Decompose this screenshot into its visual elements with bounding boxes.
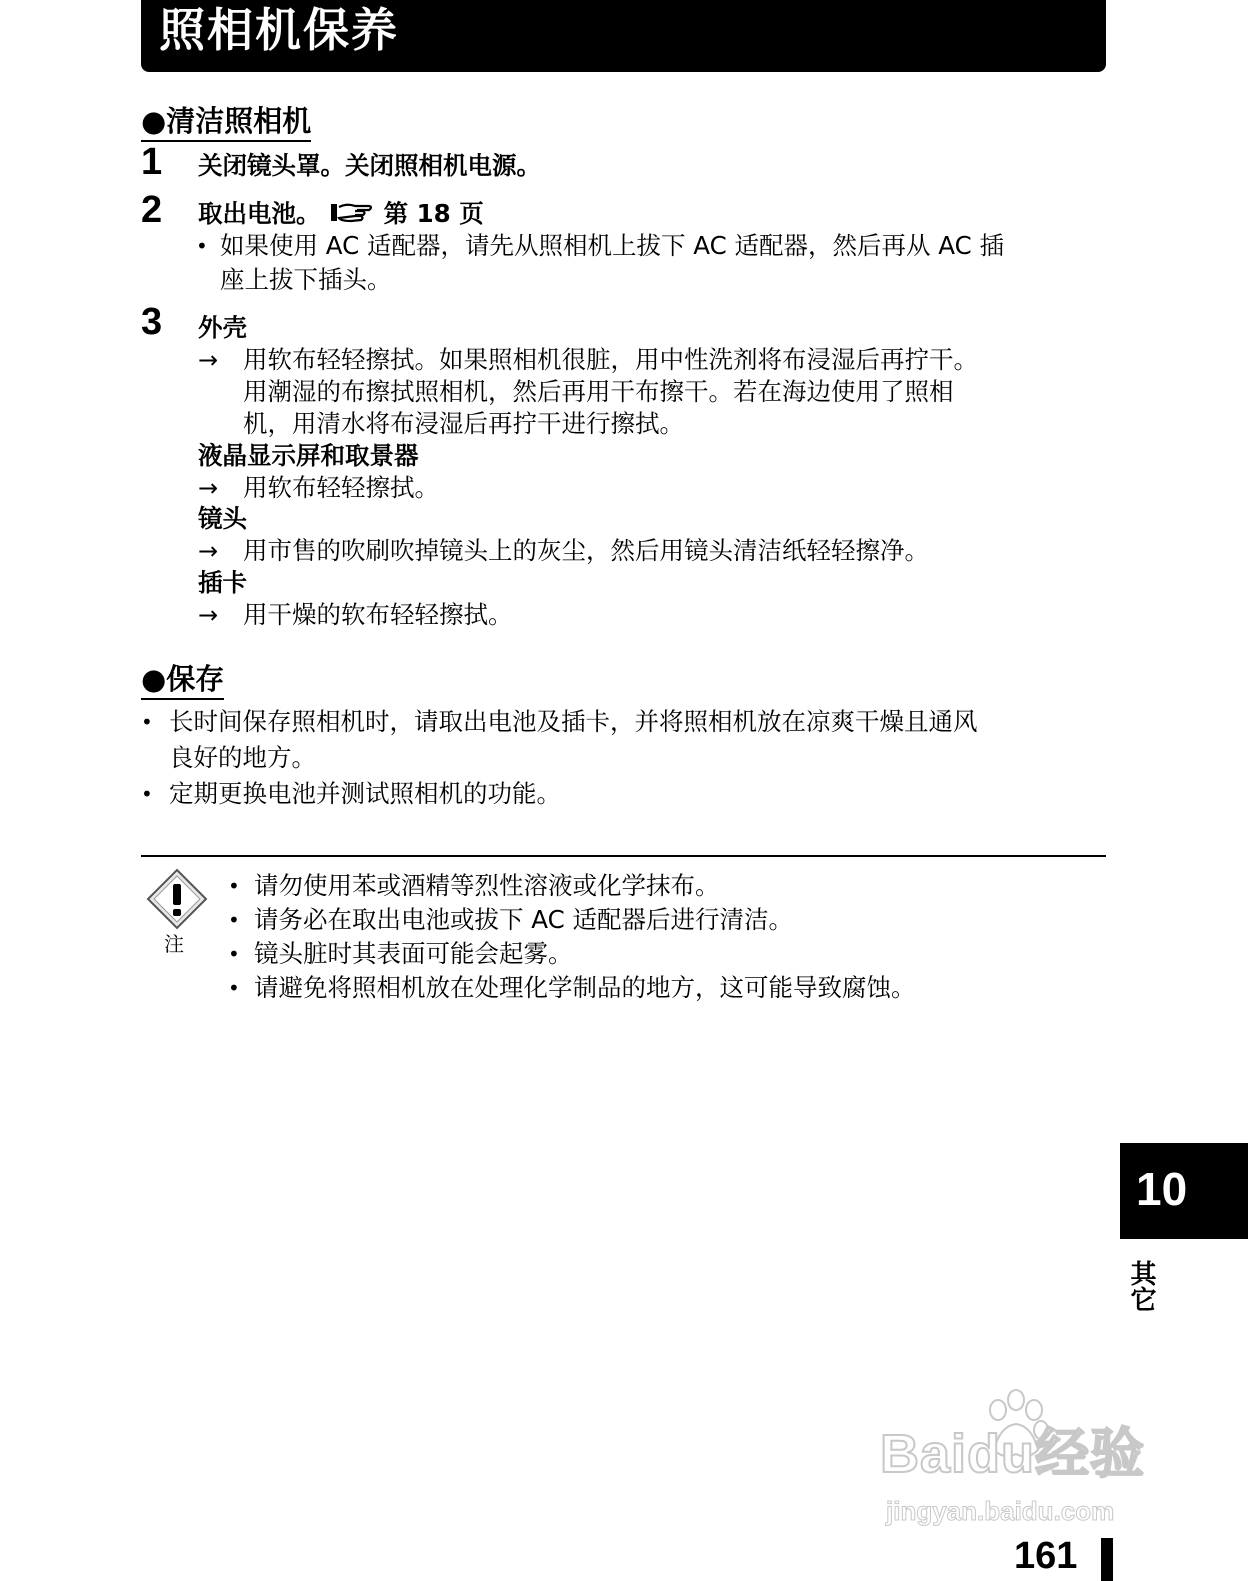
note-item: 请勿使用苯或酒精等烈性溶液或化学抹布。 [254,871,720,900]
step-2-reference: 第 18 页 [383,199,484,228]
storage-item-2: 定期更换电池并测试照相机的功能。 [169,779,561,808]
bullet-dot: • [228,976,240,1000]
storage-item-1-line-1: 长时间保存照相机时，请取出电池及插卡，并将照相机放在凉爽干燥且通风 [169,707,978,736]
page-reference-hand-icon [329,201,375,225]
shell-text-line-2: 用潮湿的布擦拭照相机，然后再用干布擦干。若在海边使用了照相 [243,377,954,406]
step-2-bullet-line-1: 如果使用 AC 适配器，请先从照相机上拔下 AC 适配器，然后再从 AC 插 [220,231,1005,260]
step-number-3: 3 [141,301,163,343]
step-2-text: 取出电池。 [198,199,321,228]
arrow-right-icon: → [198,537,219,565]
title-bar [141,0,1106,72]
page-edge-mark [1101,1538,1113,1581]
caution-icon [146,868,208,930]
shell-text-line-3: 机，用清水将布浸湿后再拧干进行擦拭。 [243,409,684,438]
step-2-line [198,198,484,230]
page-number: 161 [1014,1535,1078,1577]
bullet-dot: • [228,908,240,932]
chapter-tab [1120,1143,1248,1239]
note-item: 请避免将照相机放在处理化学制品的地方，这可能导致腐蚀。 [254,973,916,1002]
arrow-right-icon: → [198,601,219,629]
card-title: 插卡 [198,568,247,597]
arrow-right-icon: → [198,346,219,374]
chapter-label: 其它 [1126,1260,1156,1312]
shell-text-line-1: 用软布轻轻擦拭。如果照相机很脏，用中性洗剂将布浸湿后再拧干。 [243,345,978,374]
storage-item-1-line-2: 良好的地方。 [169,743,316,772]
section-divider [141,855,1106,857]
lens-text: 用市售的吹刷吹掉镜头上的灰尘，然后用镜头清洁纸轻轻擦净。 [243,536,929,565]
step-1-text: 关闭镜头罩。关闭照相机电源。 [198,151,541,180]
step-2-bullet-line-2: 座上拔下插头。 [220,265,392,294]
step-number-1: 1 [141,141,163,183]
note-item: 请务必在取出电池或拔下 AC 适配器后进行清洁。 [254,905,794,934]
watermark-url: jingyan.baidu.com [886,1496,1115,1526]
note-item: 镜头脏时其表面可能会起雾。 [254,939,573,968]
bullet-dot: • [228,874,240,898]
shell-title: 外壳 [198,313,247,342]
lcd-title: 液晶显示屏和取景器 [198,441,419,470]
lcd-text: 用软布轻轻擦拭。 [243,473,439,502]
bullet-dot: • [141,782,153,806]
watermark-logo: Baidu经验 [880,1424,1146,1484]
step-number-2: 2 [141,189,163,231]
card-text: 用干燥的软布轻轻擦拭。 [243,600,513,629]
page-title: 照相机保养 [159,3,399,57]
section-heading-storage: ●保存 [141,662,224,700]
lens-title: 镜头 [198,504,247,533]
arrow-right-icon: → [198,474,219,502]
bullet-dot: • [228,942,240,966]
section-heading-cleaning: ●清洁照相机 [141,104,311,142]
bullet-dot: • [141,710,153,734]
chapter-number: 10 [1136,1163,1188,1215]
note-label: 注 [164,932,184,956]
bullet-dot: • [196,234,208,258]
